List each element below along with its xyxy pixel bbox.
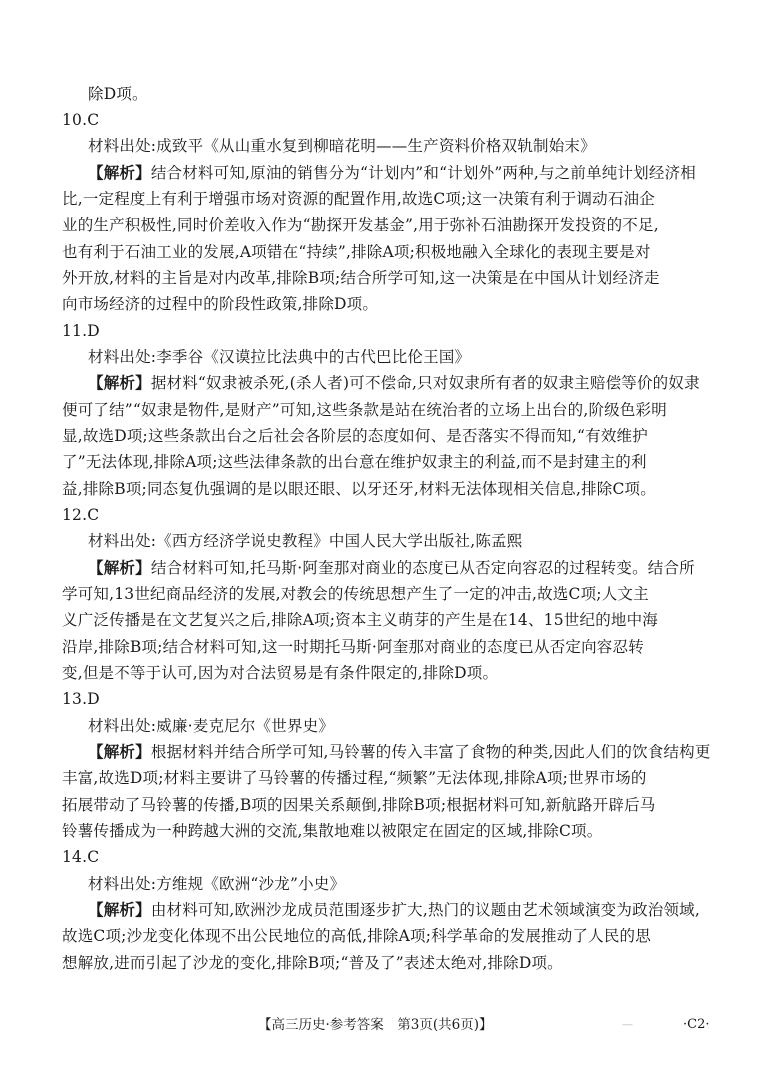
item-number: 13.D bbox=[62, 690, 100, 708]
analysis-line: 故选C项;沙龙变化体现不出公民地位的高低,排除A项;科学革命的发展推动了人民的思 bbox=[62, 927, 651, 945]
footer-code: ·C2· bbox=[683, 1017, 710, 1032]
analysis-line: 业的生产积极性,同时价差收入作为“勘探开发基金”,用于弥补石油勘探开发投资的不足, bbox=[62, 216, 659, 234]
source-line: 材料出处:方维规《欧洲“沙龙”小史》 bbox=[88, 875, 346, 893]
analysis-line: 铃薯传播成为一种跨越大洲的交流,集散地难以被限定在固定的区域,排除C项。 bbox=[62, 822, 603, 840]
continuation-text: 除D项。 bbox=[88, 85, 148, 103]
analysis-line: 了”无法体现,排除A项;这些法律条款的出台意在维护奴隶主的利益,而不是封建主的利 bbox=[62, 453, 647, 471]
analysis-line: 【解析】结合材料可知,托马斯·阿奎那对商业的态度已从否定向容忍的过程转变。结合所 bbox=[88, 558, 695, 577]
analysis-line: 拓展带动了马铃薯的传播,B项的因果关系颠倒,排除B项;根据材料可知,新航路开辟后马 bbox=[62, 796, 656, 814]
analysis-tag: 【解析】 bbox=[88, 163, 151, 182]
analysis-line: 想解放,进而引起了沙龙的变化,排除B项;“普及了”表述太绝对,排除D项。 bbox=[62, 954, 563, 972]
source-line: 材料出处:《西方经济学说史教程》中国人民大学出版社,陈孟熙 bbox=[88, 532, 523, 550]
item-number: 12.C bbox=[62, 506, 100, 524]
footer-mark: — bbox=[622, 1018, 633, 1031]
item-number: 10.C bbox=[62, 111, 100, 129]
analysis-line: 益,排除B项;同态复仇强调的是以眼还眼、以牙还牙,材料无法体现相关信息,排除C项。 bbox=[62, 480, 656, 498]
analysis-tag: 【解析】 bbox=[88, 900, 151, 919]
analysis-line: 丰富,故选D项;材料主要讲了马铃薯的传播过程,“频繁”无法体现,排除A项;世界市场的 bbox=[62, 769, 647, 787]
analysis-line: 【解析】结合材料可知,原油的销售分为“计划内”和“计划外”两种,与之前单纯计划经济相 bbox=[88, 163, 696, 182]
analysis-line: 也有利于石油工业的发展,A项错在“持续”,排除A项;积极地融入全球化的表现主要是对 bbox=[62, 243, 651, 261]
analysis-line: 显,故选D项;这些条款出台之后社会各阶层的态度如何、是否落实不得而知,“有效维护 bbox=[62, 427, 648, 445]
item-number: 14.C bbox=[62, 848, 100, 866]
analysis-line: 便可了结”“奴隶是物件,是财产”可知,这些条款是站在统治者的立场上出台的,阶级色彩明 bbox=[62, 401, 667, 419]
analysis-line: 【解析】由材料可知,欧洲沙龙成员范围逐步扩大,热门的议题由艺术领域演变为政治领域, bbox=[88, 900, 700, 919]
source-line: 材料出处:威廉·麦克尼尔《世界史》 bbox=[88, 717, 335, 735]
analysis-line: 学可知,13世纪商品经济的发展,对教会的传统思想产生了一定的冲击,故选C项;人文主 bbox=[62, 585, 649, 603]
footer-page-info: 【高三历史·参考答案 第3页(共6页)】 bbox=[258, 1017, 493, 1033]
source-line: 材料出处:成致平《从山重水复到柳暗花明——生产资料价格双轨制始末》 bbox=[88, 137, 596, 155]
analysis-line: 外开放,材料的主旨是对内改革,排除B项;结合所学可知,这一决策是在中国从计划经济走 bbox=[62, 269, 660, 287]
analysis-line: 【解析】据材料“奴隶被杀死,(杀人者)可不偿命,只对奴隶所有者的奴隶主赔偿等价的奴隶 bbox=[88, 373, 700, 392]
analysis-line: 向市场经济的过程中的阶段性政策,排除D项。 bbox=[62, 295, 379, 313]
analysis-line: 义广泛传播是在文艺复兴之后,排除A项;资本主义萌芽的产生是在14、15世纪的地中海 bbox=[62, 611, 658, 629]
analysis-tag: 【解析】 bbox=[88, 742, 151, 761]
item-number: 11.D bbox=[62, 322, 100, 340]
analysis-line: 变,但是不等于认可,因为对合法贸易是有条件限定的,排除D项。 bbox=[62, 664, 499, 682]
analysis-line: 【解析】根据材料并结合所学可知,马铃薯的传入丰富了食物的种类,因此人们的饮食结构更 bbox=[88, 742, 711, 761]
analysis-line: 沿岸,排除B项;结合材料可知,这一时期托马斯·阿奎那对商业的态度已从否定向容忍转 bbox=[62, 638, 644, 656]
analysis-line: 比,一定程度上有利于增强市场对资源的配置作用,故选C项;这一决策有利于调动石油企 bbox=[62, 190, 655, 208]
analysis-tag: 【解析】 bbox=[88, 373, 151, 392]
analysis-tag: 【解析】 bbox=[88, 558, 151, 577]
source-line: 材料出处:李季谷《汉谟拉比法典中的古代巴比伦王国》 bbox=[88, 348, 471, 366]
